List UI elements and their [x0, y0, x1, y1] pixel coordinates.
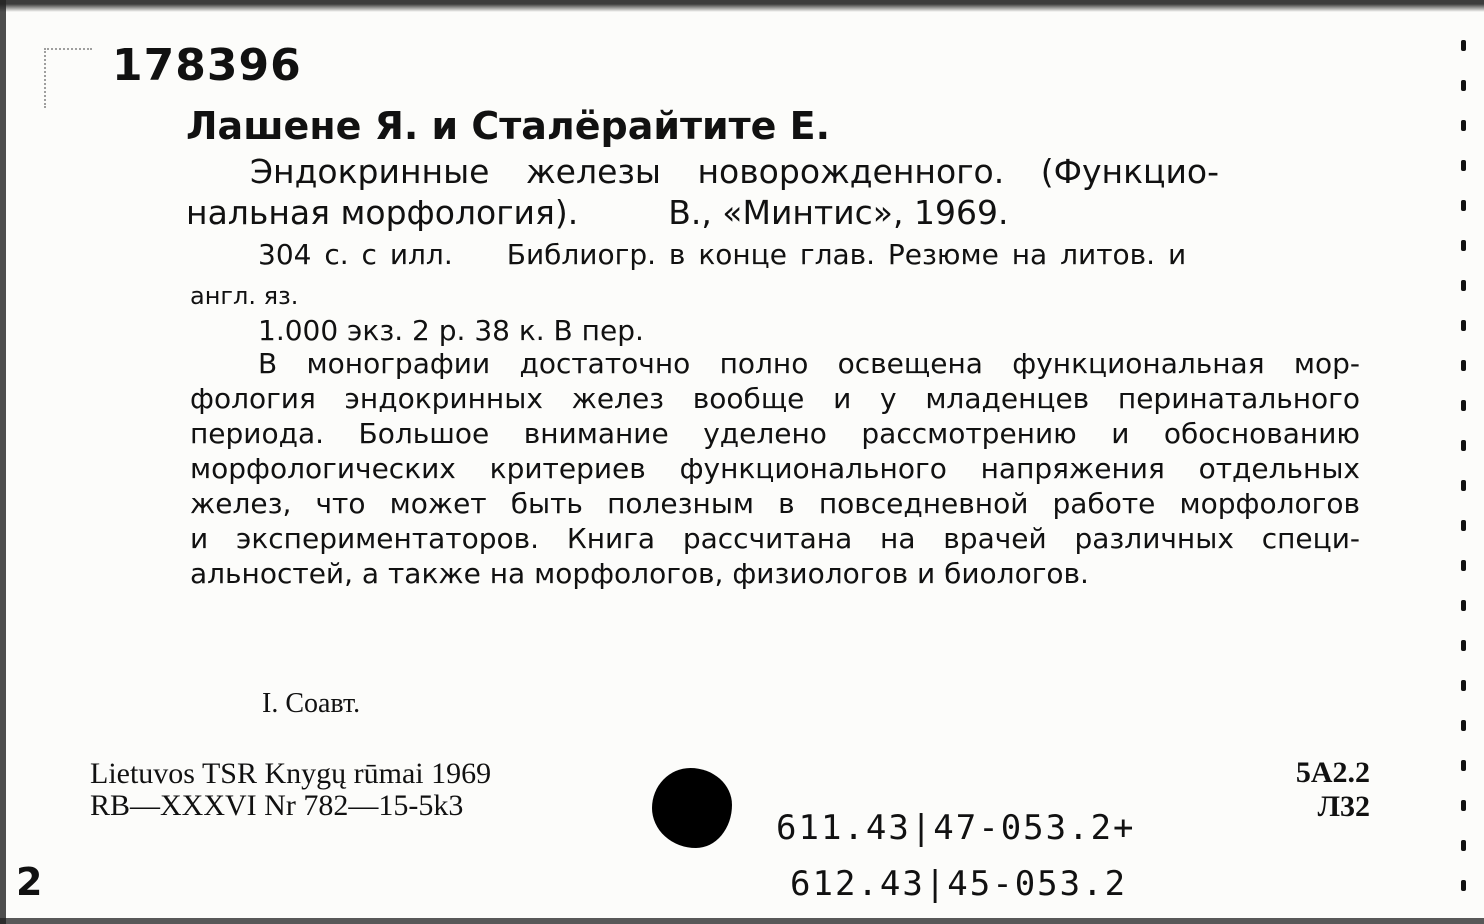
- price-line: 1.000 экз. 2 р. 38 к. В пер.: [258, 314, 644, 347]
- classification-code: 5А2.2: [1295, 756, 1370, 789]
- imprint-line-1: Lietuvos TSR Knygų rūmai 1969: [90, 757, 492, 790]
- card-bottom-edge: [0, 918, 1484, 924]
- card-top-edge: [0, 0, 1484, 12]
- card-right-perforation: [1458, 40, 1468, 900]
- author-heading: Лашене Я. и Сталёрайтите Е.: [186, 104, 831, 148]
- imprint-line-2: RB—XXXVI Nr 782—15-5k3: [90, 789, 464, 822]
- title-continuation: нальная морфология).: [186, 193, 579, 232]
- annotation: [190, 346, 1370, 591]
- classification: [1260, 756, 1370, 824]
- udc-line-1: 611.43|47-053.2+: [776, 808, 1136, 848]
- udc-handwritten: [776, 800, 1136, 912]
- publisher-info: В., «Минтис», 1969.: [668, 193, 1009, 232]
- bibliography-note: Библиогр. в конце глав. Резюме на литов. и: [506, 238, 1187, 271]
- annotation-line: В монографии достаточно полно освещена функциональная мор-: [258, 347, 1360, 380]
- ink-blot: [652, 768, 732, 848]
- stamp-mark: [44, 48, 92, 108]
- collation-line: [258, 238, 1186, 271]
- imprint: [90, 758, 491, 822]
- title-line-1: Эндокринные железы новорожденного. (Функцио-: [250, 152, 1220, 191]
- annotation-line: фология эндокринных желез вообще и у младенцев перинатального: [190, 382, 1360, 415]
- udc-line-2: 612.43|45-053.2: [790, 864, 1128, 904]
- annotation-line: желез, что может быть полезным в повседневной работе морфологов: [190, 487, 1360, 520]
- pages-info: 304 с. с илл.: [258, 238, 453, 271]
- language-note: англ. яз.: [190, 282, 299, 310]
- annotation-line: периода. Большое внимание уделено рассмотрению и обоснованию: [190, 417, 1360, 450]
- corner-mark: 2: [16, 860, 43, 904]
- annotation-line: альностей, а также на морфологов, физиологов и биологов.: [190, 557, 1089, 590]
- accession-number: 178396: [112, 40, 302, 91]
- shelf-mark: Л32: [1317, 790, 1370, 823]
- coauthor-entry: I. Соавт.: [262, 688, 361, 719]
- title-line-2: [186, 193, 1008, 232]
- annotation-line: морфологических критериев функционального напряжения отдельных: [190, 452, 1360, 485]
- annotation-line: и экспериментаторов. Книга рассчитана на врачей различных специ-: [190, 522, 1360, 555]
- card-left-edge: [0, 0, 6, 924]
